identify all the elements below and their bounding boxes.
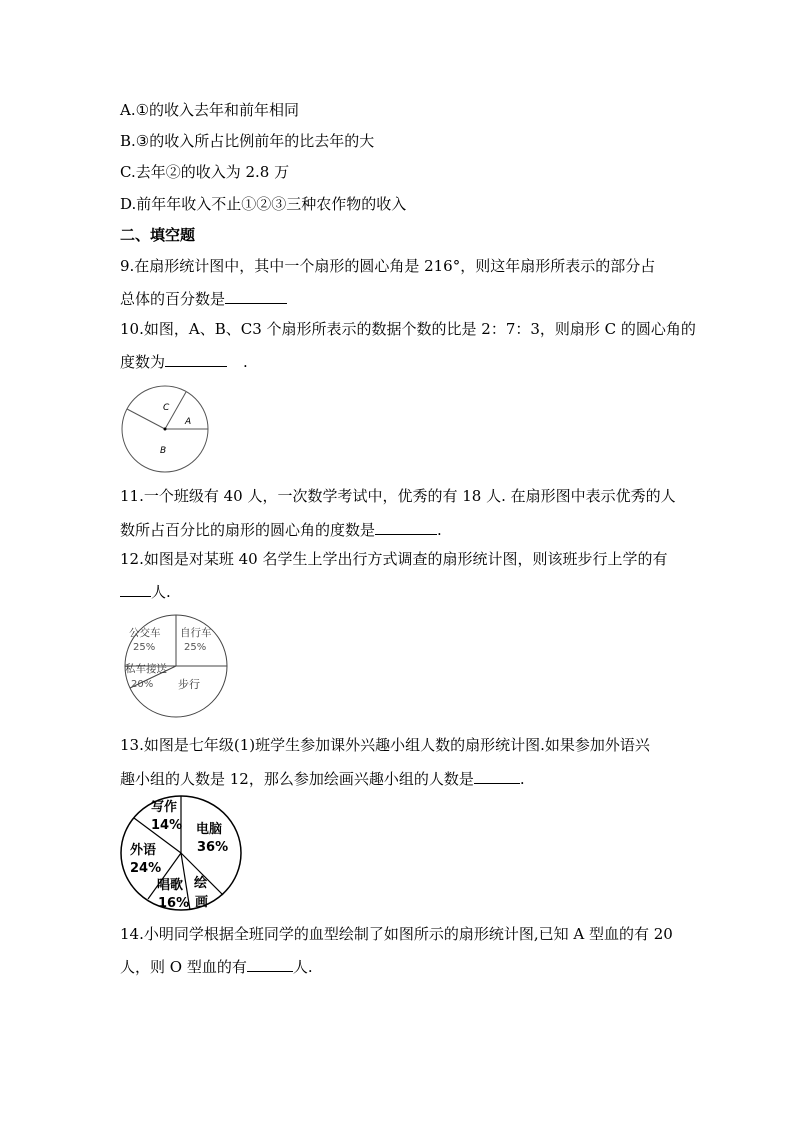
q11-line1: 11.一个班级有 40 人，一次数学考试中，优秀的有 18 人. 在扇形图中表示优秀的人: [120, 487, 676, 505]
q12-car-label: 私车接送: [125, 663, 167, 675]
q13-computer-pct: 36%: [197, 840, 229, 855]
option-d: D.前年年收入不止①②③三种农作物的收入: [120, 195, 407, 213]
q13-pie-chart: [118, 793, 246, 915]
q10-line2: [120, 350, 248, 372]
q13-drawing-label-1: 绘: [194, 876, 208, 891]
q10-pie-center: [164, 428, 167, 431]
q13-writing-label: 写作: [151, 800, 178, 815]
q11-tail: .: [437, 521, 442, 539]
q13-line2: [120, 767, 525, 789]
q9-answer-blank: [225, 287, 287, 304]
q13-singing-pct: 16%: [158, 896, 190, 911]
q11-line2: [120, 518, 442, 540]
q9-text: 总体的百分数是: [120, 290, 226, 308]
q14-line2: [120, 955, 313, 977]
q14-text: 人，则 O 型血的有: [120, 958, 247, 976]
q14-line1: 14.小明同学根据全班同学的血型绘制了如图所示的扇形统计图,已知 A 型血的有 20: [120, 925, 673, 943]
option-b: B.③的收入所占比例前年的比去年的大: [120, 132, 375, 150]
q14-tail: 人.: [292, 958, 313, 976]
q13-foreign-pct: 24%: [130, 861, 162, 876]
q9-line1: 9.在扇形统计图中，其中一个扇形的圆心角是 216°，则这年扇形所表示的部分占: [120, 257, 656, 275]
q10-line1: 10.如图，A、B、C3 个扇形所表示的数据个数的比是 2：7：3，则扇形 C 的圆心角的: [120, 320, 696, 338]
q14-answer-blank: [247, 955, 293, 972]
q12-answer-blank: [120, 580, 151, 597]
q12-tail: 人.: [151, 583, 171, 601]
q13-drawing-label-2: 画: [195, 895, 209, 910]
q12-car-pct: 20%: [131, 679, 154, 690]
q10-tail: .: [243, 353, 248, 371]
section-title: 二、填空题: [120, 226, 196, 244]
q11-text: 数所占百分比的扇形的圆心角的度数是: [120, 521, 376, 539]
q12-bus-label: 公交车: [129, 627, 161, 639]
q10-radius-c-b: [127, 409, 165, 429]
q12-bus-pct: 25%: [133, 642, 156, 653]
q10-pie-chart: [115, 383, 215, 478]
q13-foreign-label: 外语: [130, 843, 157, 858]
q10-text: 度数为: [120, 353, 166, 371]
q9-line2: [120, 287, 287, 309]
option-c: C.去年②的收入为 2.8 万: [120, 163, 290, 181]
q10-label-a: A: [185, 417, 192, 427]
q12-line1: 12.如图是对某班 40 名学生上学出行方式调查的扇形统计图，则该班步行上学的有: [120, 550, 668, 568]
q13-computer-label: 电脑: [196, 822, 223, 837]
q12-pie-chart: [122, 612, 232, 722]
q12-line2: [120, 580, 171, 602]
q13-line1: 13.如图是七年级(1)班学生参加课外兴趣小组人数的扇形统计图.如果参加外语兴: [120, 736, 650, 754]
q12-bike-label: 自行车: [180, 627, 212, 639]
q10-label-b: B: [160, 446, 167, 456]
q10-label-c: C: [163, 403, 170, 413]
q13-text: 趣小组的人数是 12，那么参加绘画兴趣小组的人数是: [120, 770, 474, 788]
q10-answer-blank: [165, 350, 227, 367]
q13-writing-pct: 14%: [151, 818, 183, 833]
q13-singing-label: 唱歌: [157, 878, 184, 893]
q13-tail: .: [519, 770, 525, 788]
q11-answer-blank: [375, 518, 437, 535]
option-a: A.①的收入去年和前年相同: [120, 101, 300, 119]
q13-answer-blank: [474, 767, 520, 784]
q12-walk-label: 步行: [178, 678, 200, 691]
q12-bike-pct: 25%: [184, 642, 207, 653]
